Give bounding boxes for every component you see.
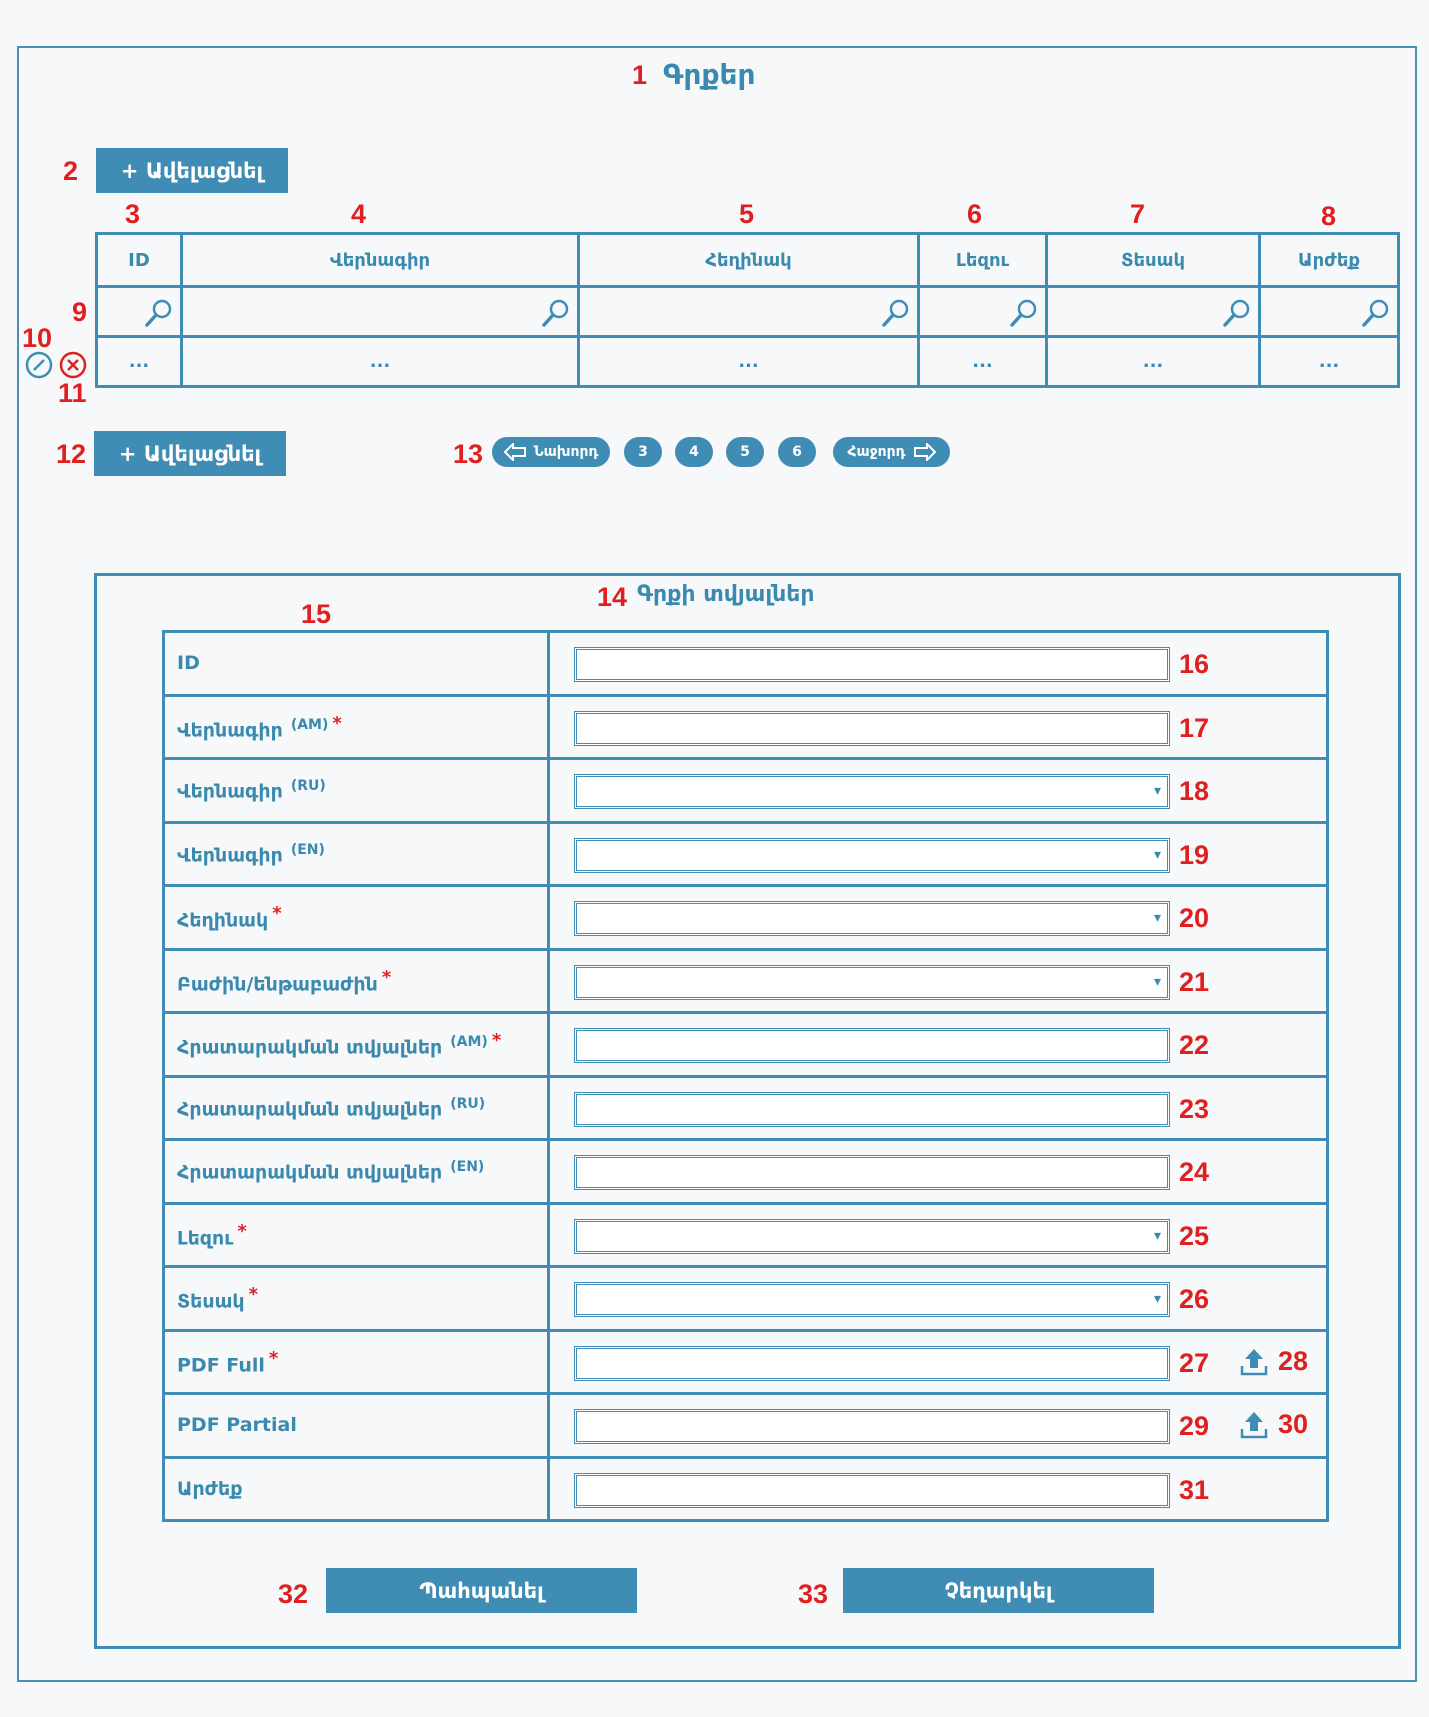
field-label: PDF Partial xyxy=(164,1394,549,1458)
annotation-28: 28 xyxy=(1278,1345,1309,1376)
pagination-page-3[interactable]: 3 xyxy=(624,437,662,467)
annotation-26: 26 xyxy=(1179,1284,1210,1314)
field-label: ID xyxy=(164,632,549,696)
page-title: Գրքեր xyxy=(663,58,756,91)
title-ru-select[interactable] xyxy=(574,774,1170,809)
annotation-14: 14 xyxy=(597,582,628,612)
field-label: Վերնագիր $^{(RU)}$ xyxy=(164,759,549,823)
book-form xyxy=(162,630,1329,1522)
arrow-right-icon xyxy=(914,443,936,461)
annotation-13: 13 xyxy=(453,439,484,469)
cell-author: ... xyxy=(579,337,919,387)
type-select[interactable] xyxy=(574,1282,1170,1317)
annotation-3: 3 xyxy=(125,199,141,229)
column-header-language[interactable]: Լեզու xyxy=(919,234,1047,287)
column-header-title[interactable]: Վերնագիր xyxy=(182,234,579,287)
pagination-prev-label: Նախորդ xyxy=(533,444,599,460)
annotation-1: 1 xyxy=(632,60,648,90)
form-row-author xyxy=(164,886,1328,950)
annotation-5: 5 xyxy=(739,199,755,229)
cell-price: ... xyxy=(1260,337,1399,387)
form-title: Գրքի տվյալներ xyxy=(637,582,815,607)
form-row-publication-ru xyxy=(164,1076,1328,1140)
add-button-bottom[interactable]: + Ավելացնել xyxy=(94,431,286,476)
cell-language: ... xyxy=(919,337,1047,387)
pdf-full-input[interactable] xyxy=(574,1346,1170,1381)
annotation-31: 31 xyxy=(1179,1474,1210,1505)
search-icon[interactable] xyxy=(1009,298,1039,328)
pagination-next-button[interactable] xyxy=(833,437,950,467)
search-icon[interactable] xyxy=(144,298,174,328)
filter-cell-type[interactable] xyxy=(1047,287,1260,337)
annotation-8: 8 xyxy=(1321,201,1337,231)
upload-icon[interactable] xyxy=(1240,1346,1268,1376)
annotation-4: 4 xyxy=(351,199,367,229)
search-icon[interactable] xyxy=(1222,298,1252,328)
form-row-pdf-partial xyxy=(164,1394,1328,1458)
publication-ru-input[interactable] xyxy=(574,1092,1170,1127)
filter-cell-price[interactable] xyxy=(1260,287,1399,337)
table-row xyxy=(97,337,1399,387)
filter-row xyxy=(97,287,1399,337)
section-select[interactable] xyxy=(574,965,1170,1000)
annotation-2: 2 xyxy=(63,156,79,186)
annotation-22: 22 xyxy=(1179,1030,1210,1060)
annotation-27: 27 xyxy=(1179,1347,1210,1378)
cell-id: ... xyxy=(97,337,182,387)
annotation-16: 16 xyxy=(1179,649,1210,679)
books-table xyxy=(95,232,1400,388)
column-header-price[interactable]: Արժեք xyxy=(1260,234,1399,287)
save-button[interactable]: Պահպանել xyxy=(326,1568,637,1613)
field-label: Հրատարակման տվյալներ $^{(EN)}$ xyxy=(164,1140,549,1204)
search-icon[interactable] xyxy=(881,298,911,328)
delete-icon[interactable] xyxy=(58,350,88,380)
cell-type: ... xyxy=(1047,337,1260,387)
arrow-left-icon xyxy=(504,443,526,461)
field-label: Վերնագիր $^{(AM)}$ * xyxy=(164,695,549,759)
annotation-17: 17 xyxy=(1179,712,1210,743)
annotation-15: 15 xyxy=(301,599,332,629)
form-row-language xyxy=(164,1203,1328,1267)
publication-am-input[interactable] xyxy=(574,1028,1170,1063)
upload-icon[interactable] xyxy=(1240,1409,1268,1439)
annotation-29: 29 xyxy=(1179,1411,1210,1441)
annotation-33: 33 xyxy=(798,1579,829,1609)
form-row-publication-en xyxy=(164,1140,1328,1204)
column-header-id[interactable]: ID xyxy=(97,234,182,287)
pagination-page-6[interactable]: 6 xyxy=(778,437,816,467)
annotation-24: 24 xyxy=(1179,1157,1210,1187)
annotation-7: 7 xyxy=(1130,199,1146,229)
pagination-next-label: Հաջորդ xyxy=(847,444,906,460)
annotation-11: 11 xyxy=(58,378,87,408)
pdf-partial-input[interactable] xyxy=(574,1409,1170,1444)
annotation-12: 12 xyxy=(56,439,87,469)
form-row-id xyxy=(164,632,1328,696)
annotation-18: 18 xyxy=(1179,776,1210,806)
search-icon[interactable] xyxy=(541,298,571,328)
annotation-20: 20 xyxy=(1179,903,1210,933)
filter-cell-author[interactable] xyxy=(579,287,919,337)
field-label: Տեսակ * xyxy=(164,1267,549,1331)
annotation-32: 32 xyxy=(278,1579,309,1609)
annotation-23: 23 xyxy=(1179,1093,1210,1124)
annotation-10: 10 xyxy=(22,323,53,353)
form-row-title-en xyxy=(164,822,1328,886)
annotation-25: 25 xyxy=(1179,1220,1210,1251)
pagination-prev-button[interactable] xyxy=(492,437,610,467)
field-label: Արժեք xyxy=(164,1457,549,1521)
publication-en-input[interactable] xyxy=(574,1155,1170,1190)
column-header-author[interactable]: Հեղինակ xyxy=(579,234,919,287)
field-label: Հրատարակման տվյալներ $^{(AM)}$ * xyxy=(164,1013,549,1077)
form-row-price xyxy=(164,1457,1328,1521)
add-button-top[interactable]: + Ավելացնել xyxy=(96,148,288,193)
form-row-title-ru xyxy=(164,759,1328,823)
field-label: Հեղինակ * xyxy=(164,886,549,950)
filter-cell-language[interactable] xyxy=(919,287,1047,337)
filter-cell-title[interactable] xyxy=(182,287,579,337)
form-row-publication-am xyxy=(164,1013,1328,1077)
cell-title: ... xyxy=(182,337,579,387)
form-row-title-am xyxy=(164,695,1328,759)
cancel-button[interactable]: Չեղարկել xyxy=(843,1568,1154,1613)
annotation-9: 9 xyxy=(72,297,88,327)
field-label: Հրատարակման տվյալներ $^{(RU)}$ xyxy=(164,1076,549,1140)
title-en-select[interactable] xyxy=(574,838,1170,873)
pagination-page-5[interactable]: 5 xyxy=(726,437,764,467)
title-am-input[interactable] xyxy=(574,711,1170,746)
field-label: Լեզու * xyxy=(164,1203,549,1267)
column-header-type[interactable]: Տեսակ xyxy=(1047,234,1260,287)
form-row-type xyxy=(164,1267,1328,1331)
annotation-21: 21 xyxy=(1179,966,1210,997)
id-input[interactable] xyxy=(574,647,1170,682)
annotation-30: 30 xyxy=(1278,1409,1309,1439)
form-row-pdf-full xyxy=(164,1330,1328,1394)
author-select[interactable] xyxy=(574,901,1170,936)
annotation-19: 19 xyxy=(1179,839,1210,870)
edit-icon[interactable] xyxy=(24,350,54,380)
search-icon[interactable] xyxy=(1361,298,1391,328)
form-row-section xyxy=(164,949,1328,1013)
field-label: PDF Full * xyxy=(164,1330,549,1394)
pagination-page-4[interactable]: 4 xyxy=(675,437,713,467)
field-label: Բաժին/ենթաբաժին * xyxy=(164,949,549,1013)
filter-cell-id[interactable] xyxy=(97,287,182,337)
language-select[interactable] xyxy=(574,1219,1170,1254)
field-label: Վերնագիր $^{(EN)}$ xyxy=(164,822,549,886)
annotation-6: 6 xyxy=(967,199,983,229)
price-input[interactable] xyxy=(574,1473,1170,1508)
